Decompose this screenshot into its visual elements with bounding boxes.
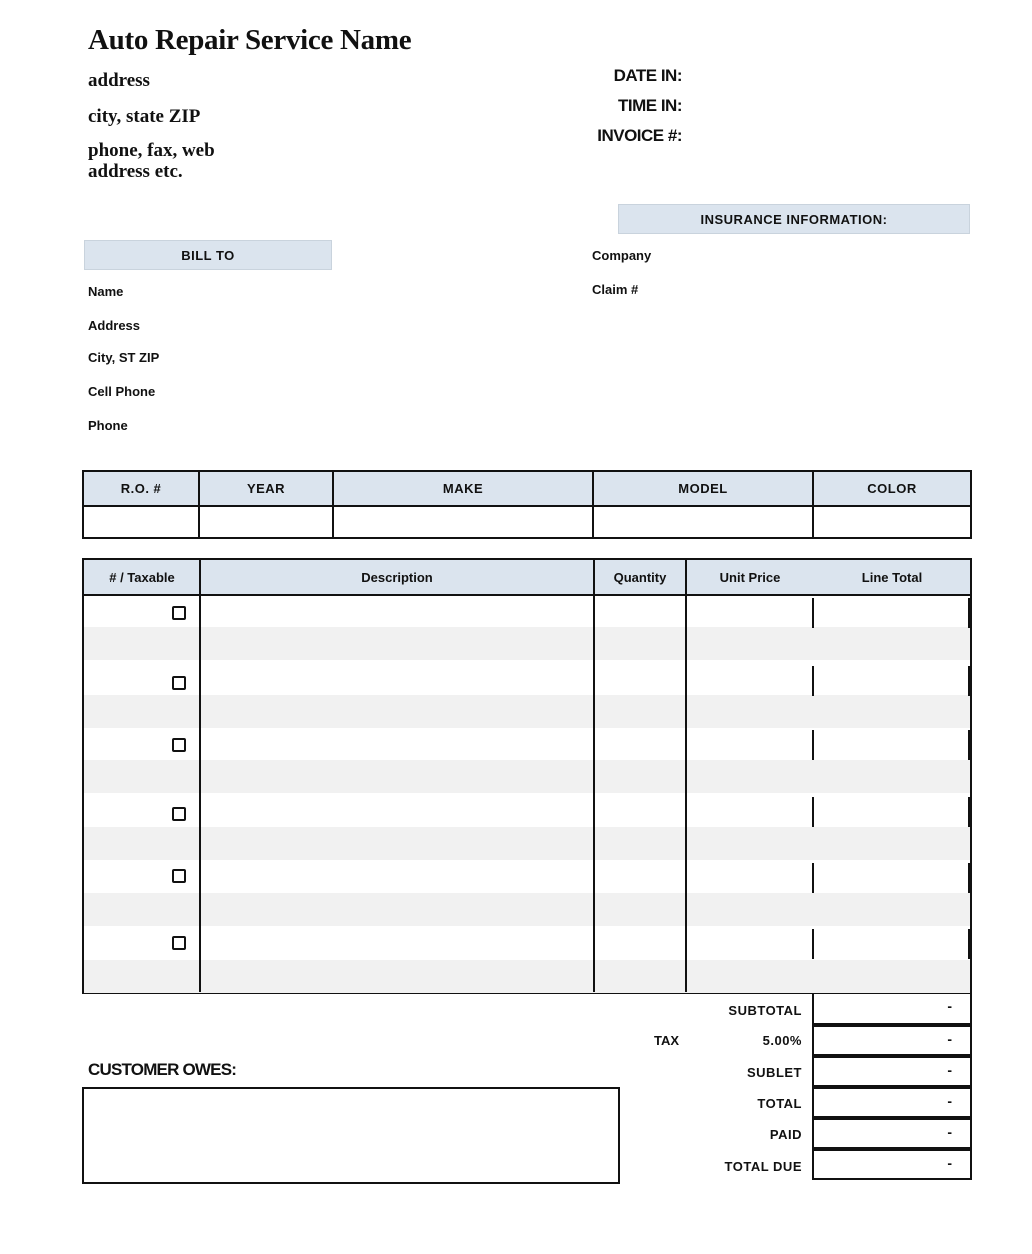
line-total-divider	[812, 863, 814, 893]
vehicle-header-model: MODEL	[593, 471, 813, 506]
table-row-stripe	[84, 760, 970, 793]
taxable-checkbox[interactable]	[172, 606, 186, 620]
subtotal-label: SUBTOTAL	[728, 1003, 802, 1018]
bill-to-header: BILL TO	[84, 240, 332, 270]
line-total-divider	[812, 929, 814, 959]
paid-value-box[interactable]	[812, 1118, 972, 1149]
line-total-divider	[968, 797, 970, 827]
items-header-taxable: # / Taxable	[84, 560, 200, 596]
insurance-company-label: Company	[592, 248, 652, 263]
line-items-table	[82, 558, 972, 994]
line-total-divider	[812, 666, 814, 696]
vehicle-ro-cell[interactable]	[83, 506, 199, 538]
line-total-divider	[968, 929, 970, 959]
vehicle-header-year: YEAR	[199, 471, 333, 506]
customer-owes-box[interactable]	[82, 1087, 620, 1184]
line-total-divider	[812, 730, 814, 760]
bill-to-city-label: City, ST ZIP	[88, 350, 160, 365]
line-total-divider	[968, 863, 970, 893]
line-total-divider	[968, 666, 970, 696]
total-value-box[interactable]	[812, 1087, 972, 1118]
sublet-label: SUBLET	[747, 1065, 802, 1080]
taxable-checkbox[interactable]	[172, 936, 186, 950]
business-city-state-zip: city, state ZIP	[88, 106, 201, 127]
line-total-divider	[812, 598, 814, 628]
taxable-checkbox[interactable]	[172, 738, 186, 752]
business-address: address	[88, 70, 150, 91]
time-in-label: TIME IN:	[618, 96, 682, 115]
bill-to-cell-phone-label: Cell Phone	[88, 384, 156, 399]
paid-value: -	[947, 1124, 952, 1140]
sublet-value-box[interactable]	[812, 1056, 972, 1087]
subtotal-value: -	[947, 998, 952, 1014]
items-header-line-total: Line Total	[814, 560, 970, 596]
taxable-checkbox[interactable]	[172, 676, 186, 690]
table-row-stripe	[84, 827, 970, 860]
vehicle-year-cell[interactable]	[199, 506, 333, 538]
table-row-stripe	[84, 960, 970, 993]
total-due-value: -	[947, 1155, 952, 1171]
subtotal-value-box[interactable]	[812, 994, 972, 1025]
business-contact	[88, 140, 215, 182]
tax-value-box[interactable]	[812, 1025, 972, 1056]
bill-to-phone-label: Phone	[88, 418, 128, 433]
bill-to-address-label: Address	[88, 318, 141, 333]
line-total-divider	[812, 797, 814, 827]
vehicle-header-color: COLOR	[813, 471, 971, 506]
vehicle-header-make: MAKE	[333, 471, 593, 506]
insurance-header: INSURANCE INFORMATION:	[618, 204, 970, 234]
business-contact-line1: phone, fax, web	[88, 140, 215, 161]
line-total-divider	[968, 730, 970, 760]
tax-rate: 5.00%	[762, 1033, 802, 1048]
total-value: -	[947, 1093, 952, 1109]
table-row-stripe	[84, 695, 970, 728]
total-due-value-box[interactable]	[812, 1149, 972, 1180]
paid-label: PAID	[769, 1127, 802, 1142]
column-divider	[593, 560, 595, 992]
total-label: TOTAL	[757, 1096, 802, 1111]
vehicle-make-cell[interactable]	[333, 506, 593, 538]
taxable-checkbox[interactable]	[172, 807, 186, 821]
column-divider	[685, 560, 687, 992]
vehicle-header-ro: R.O. #	[83, 471, 199, 506]
bill-to-name-label: Name	[88, 284, 124, 299]
tax-label: TAX	[654, 1033, 680, 1048]
table-row-stripe	[84, 627, 970, 660]
invoice-number-label: INVOICE #:	[597, 126, 682, 145]
column-divider	[199, 560, 201, 992]
items-header-unit-price: Unit Price	[686, 560, 814, 596]
date-in-label: DATE IN:	[613, 66, 682, 85]
vehicle-color-cell[interactable]	[813, 506, 971, 538]
vehicle-table	[82, 470, 972, 539]
business-name: Auto Repair Service Name	[88, 24, 412, 56]
total-due-label: TOTAL DUE	[724, 1159, 802, 1174]
line-total-divider	[968, 598, 970, 628]
insurance-claim-label: Claim #	[592, 282, 639, 297]
items-header-description: Description	[200, 560, 594, 596]
customer-owes-label: CUSTOMER OWES:	[88, 1060, 237, 1079]
table-row-stripe	[84, 893, 970, 926]
vehicle-model-cell[interactable]	[593, 506, 813, 538]
taxable-checkbox[interactable]	[172, 869, 186, 883]
tax-value: -	[947, 1031, 952, 1047]
sublet-value: -	[947, 1062, 952, 1078]
business-contact-line2: address etc.	[88, 161, 183, 182]
items-header-quantity: Quantity	[594, 560, 686, 596]
